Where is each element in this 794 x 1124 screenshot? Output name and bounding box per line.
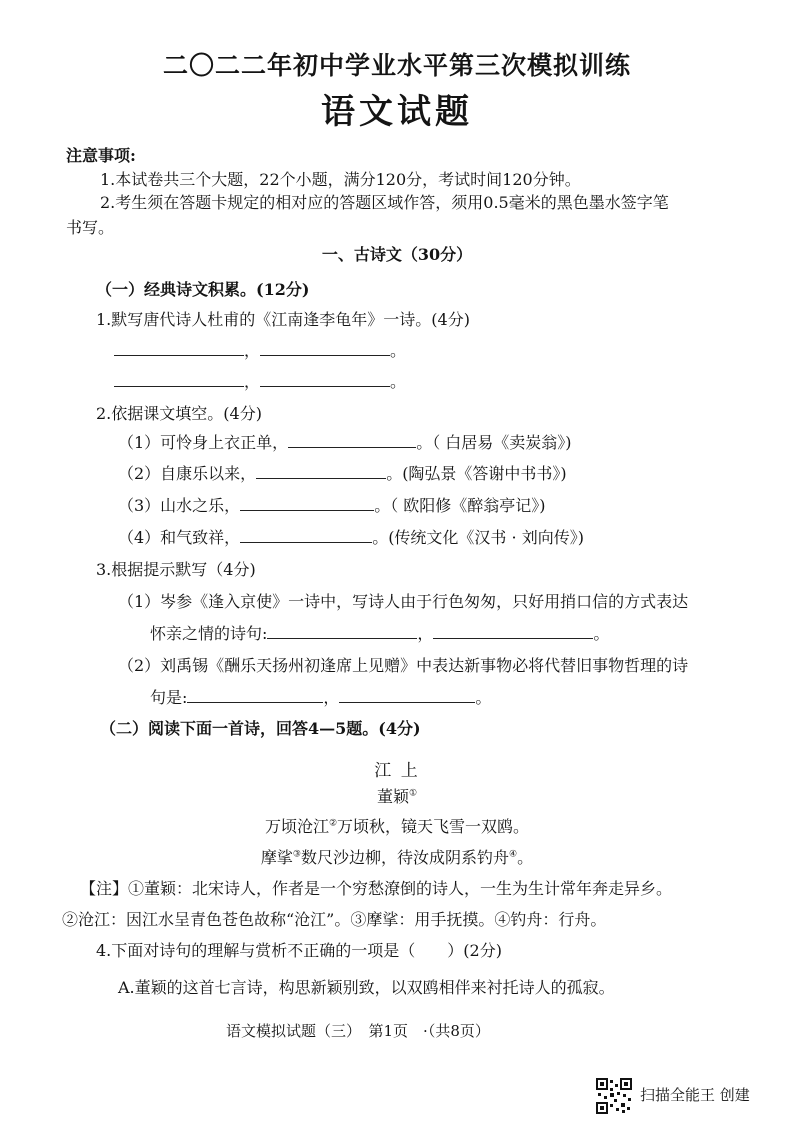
answer-blank[interactable] — [260, 372, 390, 387]
answer-blank[interactable] — [433, 624, 593, 639]
answer-blank[interactable] — [267, 624, 417, 639]
answer-blank[interactable] — [240, 496, 374, 511]
q2-item-2: （2）自康乐以来， 。(陶弘景《答谢中书书》) — [118, 464, 567, 483]
subject-title: 语文试题 — [321, 92, 473, 132]
answer-blank[interactable] — [339, 688, 475, 703]
q3-item-2-line-1: （2）刘禹锡《酬乐天扬州初逢席上见赠》中表达新事物必将代替旧事物哲理的诗 — [118, 656, 689, 675]
answer-blank[interactable] — [114, 372, 244, 387]
answer-blank[interactable] — [288, 433, 416, 448]
q1-answer-row-1: ， 。 — [114, 341, 406, 361]
q3-item-1-line-1: （1）岑参《逢入京使》一诗中，写诗人由于行色匆匆，只好用捎口信的方式表达 — [118, 592, 689, 611]
question-3: 3.根据提示默写（4分) — [96, 560, 256, 579]
q2-item-1: （1）可怜身上衣正单， 。（ 白居易《卖炭翁》) — [118, 433, 572, 452]
q3-item-1-line-2: 怀亲之情的诗句: ， 。 — [150, 624, 610, 643]
part-1-heading: （一）经典诗文积累。(12分) — [96, 280, 310, 299]
question-4: 4.下面对诗句的理解与赏析不正确的一项是（ ）(2分) — [96, 941, 502, 960]
notice-heading: 注意事项: — [66, 146, 136, 165]
q1-answer-row-2: ， 。 — [114, 372, 406, 392]
poem-author: 董颖① — [376, 787, 418, 806]
q2-item-3: （3）山水之乐， 。（ 欧阳修《醉翁亭记》) — [118, 496, 546, 515]
poem-title: 江 上 — [374, 761, 420, 781]
question-2: 2.依据课文填空。(4分) — [96, 404, 262, 423]
poem-notes-line-1: 【注】①董颖：北宋诗人，作者是一个穷愁潦倒的诗人，一生为生计常年奔走异乡。 — [80, 879, 673, 898]
answer-blank[interactable] — [260, 341, 390, 356]
poem-line-1: 万顷沧江②万顷秋，镜天飞雪一双鸥。 — [264, 817, 530, 836]
answer-blank[interactable] — [256, 464, 386, 479]
exam-title: 二〇二二年初中学业水平第三次模拟训练 — [162, 51, 631, 80]
notice-item-1: 1.本试卷共三个大题，22个小题，满分120分，考试时间120分钟。 — [100, 170, 581, 189]
q2-item-4: （4）和气致祥， 。(传统文化《汉书 · 刘向传》) — [118, 528, 584, 547]
section-1-title: 一、古诗文（30分） — [321, 245, 473, 264]
answer-blank[interactable] — [240, 528, 372, 543]
question-1: 1.默写唐代诗人杜甫的《江南逢李龟年》一诗。(4分) — [96, 310, 470, 329]
answer-blank[interactable] — [187, 688, 323, 703]
qr-code-icon — [596, 1078, 632, 1114]
q3-item-2-line-2: 句是: ， 。 — [150, 688, 492, 707]
scanner-brand-label: 扫描全能王 创建 — [640, 1086, 750, 1104]
q4-option-a[interactable]: A.董颖的这首七言诗，构思新颖别致，以双鸥相伴来衬托诗人的孤寂。 — [118, 978, 615, 997]
part-2-heading: （二）阅读下面一首诗，回答4—5题。(4分) — [100, 719, 421, 738]
notice-item-2-line-1: 2.考生须在答题卡规定的相对应的答题区域作答，须用0.5毫米的黑色墨水签字笔 — [100, 193, 669, 212]
answer-blank[interactable] — [114, 341, 244, 356]
poem-line-2: 摩挲③数尺沙边柳，待汝成阴系钓舟④。 — [260, 848, 534, 867]
poem-notes-line-2: ②沧江：因江水呈青色苍色故称“沧江”。③摩挲：用手抚摸。④钓舟：行舟。 — [62, 910, 607, 929]
page-footer: 语文模拟试题（三） 第1页 ·（共8页） — [226, 1022, 490, 1040]
notice-item-2-line-2: 书写。 — [66, 218, 115, 237]
